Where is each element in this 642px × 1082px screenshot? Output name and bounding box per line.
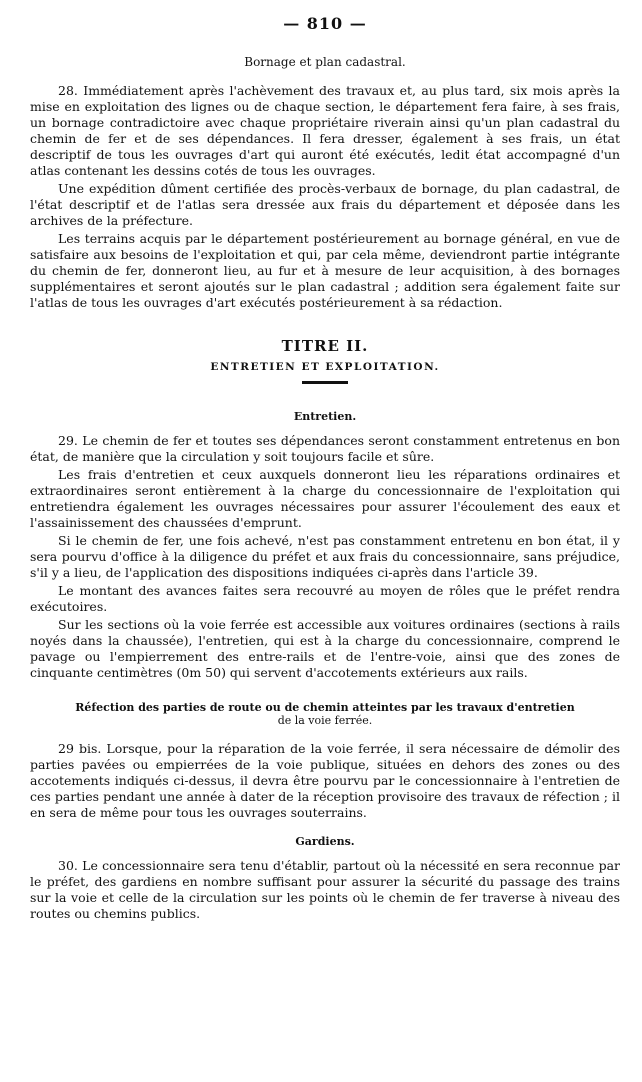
paragraph: Les frais d'entretien et ceux auxquels donneront lieu les réparations ordinaires et extraordinaires seront entièrement à la charge du concessionnaire de l'exploitation qui entretiendra également les ouvrages nécessaires pour assurer l'écoulement des eaux et l'assainissement des chaussées d'emprunt. (30, 467, 620, 530)
section-heading-line: de la voie ferrée. (277, 714, 373, 727)
paragraph: 30. Le concessionnaire sera tenu d'établir, partout où la nécessité en sera reconnue par le préfet, des gardiens en nombre suffisant pour assurer la sécurité du passage des trains sur la voie et celle de la circulation sur les points où le chemin de fer traverse à niveau des routes ou chemins publics. (30, 858, 620, 921)
section-heading-gardiens: Gardiens. (295, 835, 355, 848)
paragraph: Une expédition dûment certifiée des procès-verbaux de bornage, du plan cadastral, de l'état descriptif et de l'atlas sera dressée aux frais du département et déposée dans les archives de la préfecture. (30, 181, 620, 228)
section-heading-refection (30, 701, 620, 727)
titre-heading: TITRE II. (281, 337, 369, 355)
section-heading-bornage: Bornage et plan cadastral. (244, 55, 406, 69)
section-heading-line: Réfection des parties de route ou de chemin atteintes par les travaux d'entretien (75, 701, 575, 714)
paragraph: Sur les sections où la voie ferrée est accessible aux voitures ordinaires (sections à rails noyés dans la chaussée), l'entretien, qui est à la charge du concessionnaire, comprend le pavage ou l'empierrement des entre-rails et de l'entre-voie, ainsi que des zones de cinquante centimètres (0m 50) qui servent d'accotements extérieurs aux rails. (30, 617, 620, 680)
section-heading-entretien: Entretien. (293, 410, 357, 423)
paragraph: Le montant des avances faites sera recouvré au moyen de rôles que le préfet rendra exécutoires. (30, 583, 620, 614)
paragraph: 28. Immédiatement après l'achèvement des travaux et, au plus tard, six mois après la mise en exploitation des lignes ou de chaque section, le département fera faire, à ses frais, un bornage contradictoire avec chaque propriétaire riverain ainsi qu'un plan cadastral du chemin de fer et de ses dépendances. Il fera dresser, également à ses frais, un état descriptif de tous les ouvrages d'art qui auront été exécutés, ledit état accompagné d'un atlas contenant les dessins cotés de tous les ouvrages. (30, 83, 620, 178)
paragraph: Les terrains acquis par le département postérieurement au bornage général, en vue de satisfaire aux besoins de l'exploitation et qui, par cela même, deviendront partie intégrante du chemin de fer, donneront lieu, au fur et à mesure de leur acquisition, à des bornages supplémentaires et seront ajoutés sur le plan cadastral ; addition sera également faite sur l'atlas de tous les ouvrages d'art exécutés postérieurement à sa rédaction. (30, 231, 620, 310)
paragraph: 29 bis. Lorsque, pour la réparation de la voie ferrée, il sera nécessaire de démolir des parties pavées ou empierrées de la voie publique, situées en dehors des zones ou des accotements indiqués ci-dessus, il devra être pourvu par le concessionnaire à l'entretien de ces parties pendant une année à dater de la réception provisoire des travaux de réfection ; il en sera de même pour tous les ouvrages souterrains. (30, 741, 620, 820)
divider-rule (302, 381, 348, 384)
paragraph: Si le chemin de fer, une fois achevé, n'est pas constamment entretenu en bon état, il y sera pourvu d'office à la diligence du préfet et aux frais du concessionnaire, sans préjudice, s'il y a lieu, de l'application des dispositions indiquées ci-après dans l'article 39. (30, 533, 620, 580)
paragraph: 29. Le chemin de fer et toutes ses dépendances seront constamment entretenus en bon état, de manière que la circulation y soit toujours facile et sûre. (30, 433, 620, 464)
titre-subtitle: ENTRETIEN ET EXPLOITATION. (210, 361, 440, 373)
page-number: — 810 — (283, 14, 367, 33)
